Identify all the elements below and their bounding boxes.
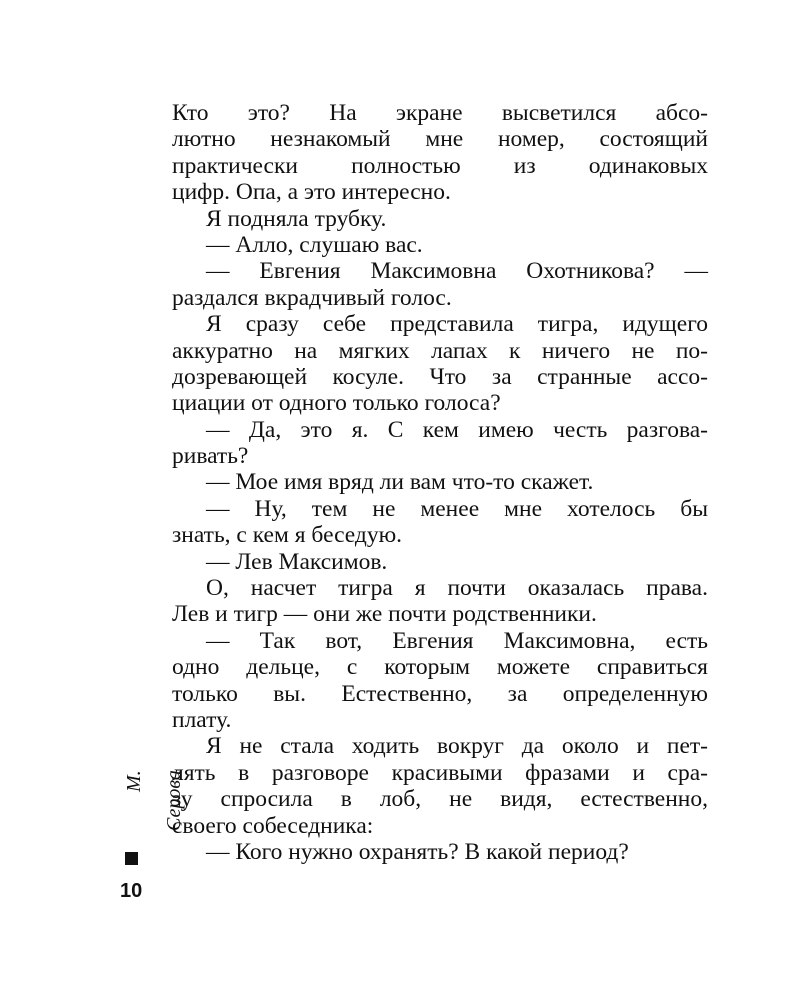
page-number: 10 [120, 880, 143, 902]
text-line: — Алло, слушаю вас. [206, 231, 423, 258]
running-author: М. Серова [123, 770, 185, 831]
text-line: — Лев Максимов. [206, 548, 388, 575]
text-line: Я сразу себе представила тигра, идущего [206, 311, 708, 338]
text-line: цифр. Опа, а это интересно. [172, 179, 451, 206]
text-line: только вы. Естественно, за определенную [172, 680, 708, 707]
text-line: знать, с кем я беседую. [172, 522, 403, 549]
text-line: — Евгения Максимовна Охотникова? — [206, 258, 708, 285]
text-line: зу спросила в лоб, не видя, естественно, [172, 786, 708, 813]
text-line: дозревающей косуле. Что за странные ассо- [172, 363, 708, 390]
text-line: лютно незнакомый мне номер, состоящий [172, 126, 708, 153]
text-line: аккуратно на мягких лапах к ничего не по- [172, 337, 708, 364]
text-line: Кто это? На экране высветился абсо- [172, 100, 708, 126]
text-line: Лев и тигр — они же почти родственники. [172, 601, 597, 628]
text-line: одно дельце, с которым можете справиться [172, 654, 708, 681]
text-line: ривать? [172, 443, 249, 470]
text-line: — Кого нужно охранять? В какой период? [206, 838, 629, 865]
text-line: своего собеседника: [172, 812, 374, 839]
author-marker-square [125, 852, 138, 865]
text-line: практически полностью из одинаковых [172, 152, 708, 179]
text-line: лять в разговоре красивыми фразами и сра- [172, 759, 708, 786]
text-line: раздался вкрадчивый голос. [172, 284, 452, 311]
text-line: Я подняла трубку. [206, 205, 387, 232]
text-line: Я не стала ходить вокруг да около и пет- [206, 733, 708, 760]
text-line: — Да, это я. С кем имею честь разгова- [206, 416, 708, 443]
text-line: плату. [172, 706, 232, 733]
text-line: — Мое имя вряд ли вам что-то скажет. [206, 469, 594, 496]
text-line: — Ну, тем не менее мне хотелось бы [206, 495, 708, 522]
body-text [172, 100, 708, 865]
text-line: О, насчет тигра я почти оказалась права. [206, 575, 708, 602]
text-line: циации от одного только голоса? [172, 390, 501, 417]
text-line: — Так вот, Евгения Максимовна, есть [206, 627, 708, 654]
